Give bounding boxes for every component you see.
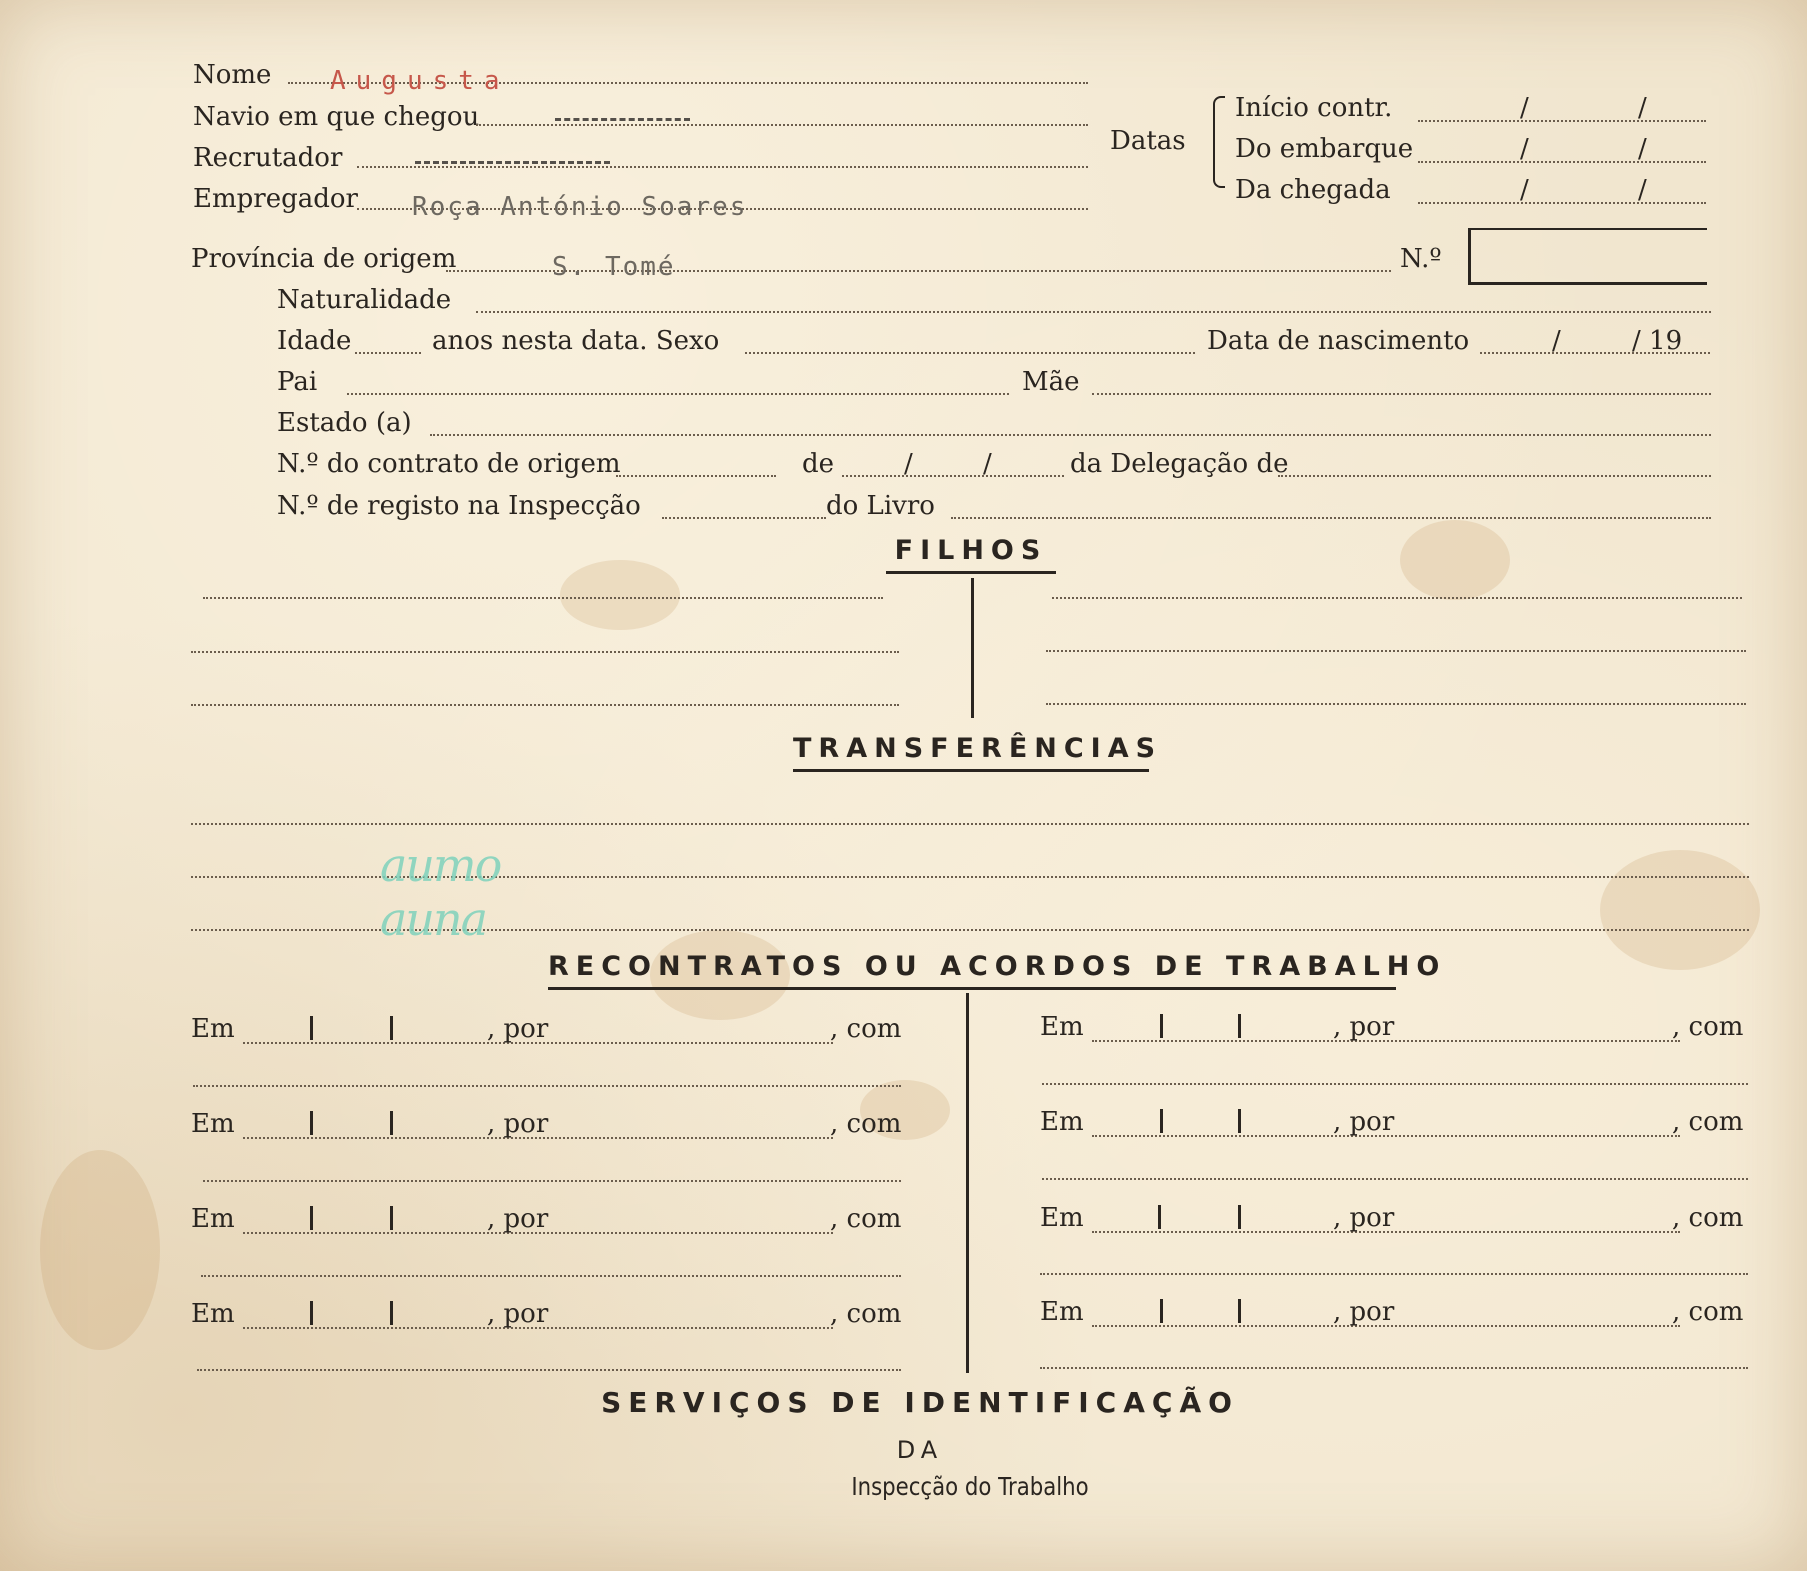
numero-box: [1468, 228, 1707, 285]
anos-label: anos nesta data. Sexo: [432, 326, 720, 356]
transferencias-heading: TRANSFERÊNCIAS: [793, 733, 1149, 772]
filhos-heading: FILHOS: [886, 535, 1056, 574]
de-label: de: [802, 449, 835, 479]
footer-line2: DA: [896, 1436, 944, 1464]
document-paper: Nome Augusta Navio em que chegou Recrutador Empregador Roça António Soares Datas Início contr. / / Do embarque / / Da chegada / / Província de origem S. Tomé N.º Naturalidade Idade anos nesta data. Sexo Data de nascimento / / 19 Pai Mãe Estado (a) N.º do contrato de origem de / / da Delegação de N.º de registo na Inspecção do Livro FILHOS TRANSFERÊNCIAS aumo auna RECONTRATOS OU ACORDOS DE TRABALHO Em , por , com Em , por , com Em , por , com Em , por , com Em , por , com Em , por , com Em , por , com Em , por , com SERVIÇOS DE IDENTIFICAÇÃO DA Inspecção do Trabalho: [0, 0, 1807, 1571]
mae-label: Mãe: [1022, 367, 1080, 397]
recrutador-label: Recrutador: [193, 143, 343, 173]
nascimento-label: Data de nascimento: [1207, 326, 1470, 356]
footer-line1: SERVIÇOS DE IDENTIFICAÇÃO: [601, 1386, 1239, 1419]
embarque-label: Do embarque: [1235, 134, 1414, 164]
footer-line3: Inspecção do Trabalho: [851, 1472, 1089, 1501]
empregador-label: Empregador: [193, 184, 358, 214]
recontratos-heading: RECONTRATOS OU ACORDOS DE TRABALHO: [548, 951, 1396, 990]
navio-dash: [555, 118, 690, 121]
handwritten-scribble: aumo auna: [380, 838, 501, 946]
contrato-label: N.º do contrato de origem: [277, 449, 621, 479]
recrutador-dash: [415, 161, 610, 164]
navio-label: Navio em que chegou: [193, 102, 480, 132]
chegada-label: Da chegada: [1235, 175, 1391, 205]
recontratos-divider: [966, 993, 969, 1373]
nome-label: Nome: [193, 60, 272, 90]
provincia-value: S. Tomé: [552, 252, 676, 282]
livro-label: do Livro: [826, 491, 935, 521]
nascimento-year: / 19: [1632, 326, 1683, 356]
naturalidade-label: Naturalidade: [277, 285, 452, 315]
datas-label: Datas: [1110, 126, 1186, 156]
estado-label: Estado (a): [277, 408, 412, 438]
nome-value: Augusta: [330, 66, 510, 96]
empregador-value: Roça António Soares: [412, 192, 748, 222]
datas-brace: [1213, 96, 1225, 188]
registo-label: N.º de registo na Inspecção: [277, 491, 641, 521]
filhos-divider: [971, 578, 974, 718]
pai-label: Pai: [277, 367, 318, 397]
inicio-label: Início contr.: [1235, 93, 1393, 123]
provincia-label: Província de origem: [191, 244, 457, 274]
numero-label: N.º: [1400, 244, 1442, 274]
idade-label: Idade: [277, 326, 352, 356]
delegacao-label: da Delegação de: [1070, 449, 1289, 479]
